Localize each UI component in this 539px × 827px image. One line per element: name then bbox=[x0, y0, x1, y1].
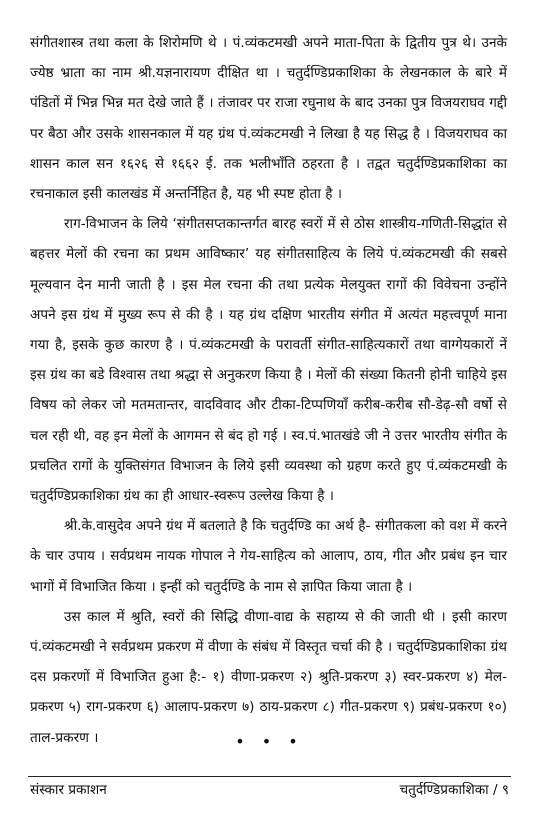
section-separator: • • • bbox=[235, 732, 304, 751]
footer-publisher: संस्कार प्रकाशन bbox=[30, 782, 107, 798]
paragraph-2: राग-विभाजन के लिये ‘संगीतसप्तकान्तर्गत बारह स्वरों में से ठोस शास्त्रीय-गणिती-सिद्धांत से बहत्तर मेलों की रचना का प्रथम आविष्कार’ यह संगीतसाहित्य के लिये पं.व्यंकटमखी की सबसे मूल्यवान देन मानी जाती है । इस मेल रचना की तथा प्रत्येक मेलयुक्त रागों की विवेचना उन्होंने अपने इस ग्रंथ में मुख्य रूप से की है । यह ग्रंथ दक्षिण भारतीय संगीत में अत्यंत महत्त्वपूर्ण माना गया है, इसके कुछ कारण है । पं.व्यंकटमखी के परावर्ती संगीत-साहित्यकारों तथा वाग्गेयकारों नें इस ग्रंथ का बडे विश्वास तथा श्रद्धा से अनुकरण किया है । मेलों की संख्या कितनी होनी चाहिये इस विषय को लेकर जो मतमतान्तर, वादविवाद और टीका-टिप्पणियाँ करीब-करीब सौ-डेढ़-सौ वर्षो से चल रही थी, वह इन मेलों के आगमन से बंद हो गई । स्व.पं.भातखंडे जी ने उत्तर भारतीय संगीत के प्रचलित रागों के युक्तिसंगत विभाजन के लिये इसी व्यवस्था को ग्रहण करते हुए पं.व्यंकटमखी के चतुर्दण्डिप्रकाशिका ग्रंथ का ही आधार-स्वरूप उल्लेख किया है । bbox=[30, 216, 507, 505]
paragraph-3: श्री.के.वासुदेव अपने ग्रंथ में बतलाते है कि चतुर्दण्डि का अर्थ है- संगीतकला को वश में करने के चार उपाय । सर्वप्रथम नायक गोपाल ने गेय-साहित्य को आलाप, ठाय, गीत और प्रबंध इन चार भागों में विभाजित किया । इन्हीं को चतुर्दण्डि के नाम से ज्ञापित किया जाता है । bbox=[30, 518, 507, 595]
footer-book-page: चतुर्दण्डिप्रकाशिका / ९ bbox=[399, 782, 509, 798]
paragraph-4: उस काल में श्रुति, स्वरों की सिद्धि वीणा-वाद्य के सहाय्य से की जाती थी । इसी कारण पं.व्यंकटमखी ने सर्वप्रथम प्रकरण में वीणा के संबंध में विस्तृत चर्चा की है । चतुर्दण्डिप्रकाशिका ग्रंथ दस प्रकरणों में विभाजित हुआ है:- १) वीणा-प्रकरण २) श्रुति-प्रकरण ३) स्वर-प्रकरण ४) मेल-प्रकरण ५) राग-प्रकरण ६) आलाप-प्रकरण ७) ठाय-प्रकरण ८) गीत-प्रकरण ९) प्रबंध-प्रकरण १०) ताल-प्रकरण । bbox=[30, 608, 507, 746]
paragraph-1: संगीतशास्त्र तथा कला के शिरोमणि थे । पं.व्यंकटमखी अपने माता-पिता के द्वितीय पुत्र थे। उनके ज्येष्ठ भ्राता का नाम श्री.यज्ञनारायण दीक्षित था । चतुर्दण्डिप्रकाशिका के लेखनकाल के बारे में पंडितों में भिन्न भिन्न मत देखे जाते हैं । तंजावर पर राजा रघुनाथ के बाद उनका पुत्र विजयराघव गद्दी पर बैठा और उसके शासनकाल में यह ग्रंथ पं.व्यंकटमखी ने लिखा है यह सिद्ध है । विजयराघव का शासन काल सन १६२६ से १६६२ ई. तक भलीभाँति ठहरता है । तद्वत चतुर्दण्डिप्रकाशिका का रचनाकाल इसी कालखंड में अन्तर्निहित है, यह भी स्पष्ट होता है । bbox=[30, 35, 507, 203]
body-text bbox=[30, 28, 507, 753]
footer-rule bbox=[28, 776, 511, 777]
